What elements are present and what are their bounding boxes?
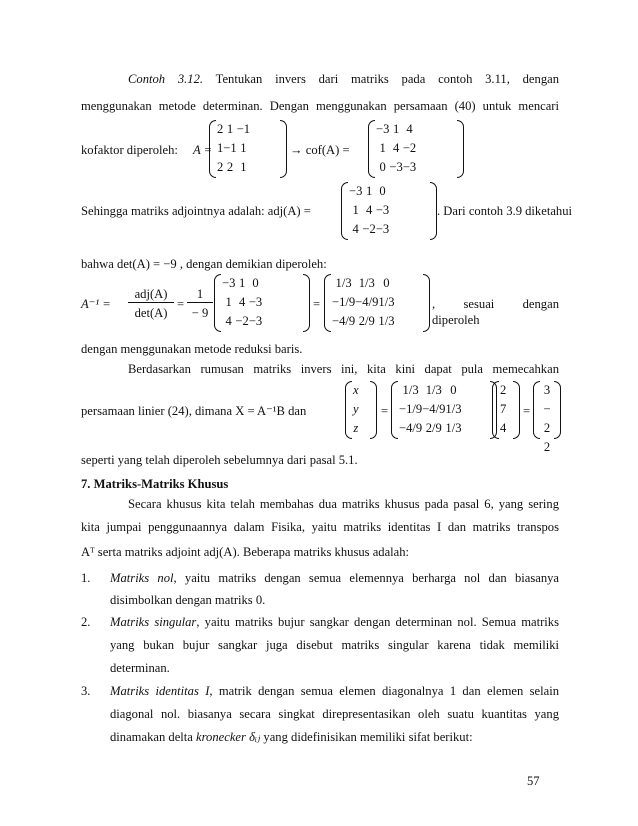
adjoint-matrix-2-row (222, 274, 262, 293)
frac1-numerator: adj(A) (134, 287, 168, 301)
list-item-2-line1: Matriks singular, yaitu matriks bujur sangkar dengan determinan nol. Semua matriks (110, 615, 559, 629)
inverse-matrix-cell: 1/3 (378, 314, 395, 328)
xyz-vector-row (353, 419, 359, 438)
linear-eq2: = (523, 404, 531, 418)
adjoint-matrix-2-cell: −2 (235, 314, 249, 328)
paragraph2-line1: Berdasarkan rumusan matriks invers ini, kita kini dapat pula memecahkan (128, 362, 559, 376)
adjoint-matrix-cell: −3 (375, 222, 390, 236)
inverse-matrix-2-cell: −4/9 (399, 421, 423, 435)
b-vector-row (500, 381, 506, 400)
xyz-vector-row (353, 400, 359, 419)
result-vector-row (541, 438, 553, 457)
adjoint-matrix-2-cell: 4 (238, 295, 246, 309)
xyz-vector-cell: z (353, 421, 359, 435)
list-term-1: Matriks nol (110, 571, 174, 585)
inverse-lhs: A⁻¹ = (81, 297, 111, 311)
inverse-matrix-2-cell: 1/3 (402, 383, 419, 397)
inverse-matrix-cell: 1/3 (335, 276, 352, 290)
adjoint-matrix-2-cell: 4 (225, 314, 232, 328)
inverse-matrix-row (332, 293, 395, 312)
inverse-matrix-row (332, 274, 395, 293)
cofactor-matrix (368, 120, 464, 178)
section-title: 7. Matriks-Matriks Khusus (81, 477, 229, 491)
cofactor-matrix-row (376, 120, 416, 139)
inverse-matrix-2 (391, 381, 497, 439)
adjoint-matrix-row (349, 201, 389, 220)
cofactor-matrix-cell: −2 (402, 141, 417, 155)
cofactor-matrix-row (376, 139, 416, 158)
linear-prefix: persamaan linier (24), dimana X = A⁻¹B dan (81, 404, 307, 418)
list-number-1: 1. (81, 571, 91, 585)
adjoint-matrix (341, 182, 437, 240)
matrix-a-cell: 2 (226, 160, 234, 174)
cofactor-matrix-cell: 1 (379, 141, 386, 155)
inverse-matrix-cell: −1/9 (332, 295, 356, 309)
list-item-3-line3: dinamakan delta kronecker δᵢⱼ yang didefinisikan memiliki sifat berikut: (110, 730, 473, 744)
cofactor-matrix-row (376, 158, 416, 177)
matrix-a-cell: 1 (226, 122, 234, 136)
inverse-matrix-2-cell: −1/9 (399, 402, 423, 416)
inverse-matrix-2-cell: 1/3 (425, 383, 442, 397)
adjoint-matrix-2-row (222, 293, 262, 312)
b-vector-cell: 7 (500, 402, 507, 416)
matrix-a-row (217, 139, 250, 158)
frac2-numerator: 1 (196, 287, 204, 301)
frac1-bar (128, 302, 174, 303)
matrix-a-label: A = (193, 143, 213, 157)
inverse-matrix (324, 274, 430, 332)
xyz-vector (345, 381, 377, 439)
inverse-suffix: , sesuai dengan diperoleh (432, 297, 559, 327)
cofactor-prefix: kofaktor diperoleh: (81, 143, 178, 157)
inverse-matrix-2-cell: 2/9 (425, 421, 442, 435)
b-vector-row (500, 419, 506, 438)
det-line: bahwa det(A) = −9 , dengan demikian diperoleh: (81, 257, 327, 271)
adjoint-matrix-2-cell: −3 (248, 314, 263, 328)
matrix-a-cell: −1 (236, 122, 251, 136)
matrix-a-cell: −1 (223, 141, 237, 155)
inverse-matrix-row (332, 312, 395, 331)
page-number: 57 (527, 774, 540, 788)
adjoint-matrix-2-cell: −3 (248, 295, 263, 309)
adjoint-matrix-2-cell: 0 (252, 276, 259, 290)
adjoint-matrix-cell: 1 (352, 203, 359, 217)
cofactor-matrix-cell: −3 (376, 122, 390, 136)
adjoint-matrix-cell: 4 (352, 222, 359, 236)
adjoint-prefix: Sehingga matriks adjointnya adalah: adj(A) = (81, 204, 311, 218)
inverse-matrix-2-cell: 1/3 (445, 402, 462, 416)
adjoint-matrix-2-cell: 1 (238, 276, 246, 290)
section-p1-line1: Secara khusus kita telah membahas dua matriks khusus pada pasal 6, yang sering (128, 497, 559, 511)
adjoint-matrix-cell: 4 (365, 203, 373, 217)
adjoint-matrix-2-cell: −3 (222, 276, 236, 290)
xyz-vector-cell: x (353, 383, 359, 397)
cofactor-matrix-cell: 0 (379, 160, 386, 174)
matrix-a-row (217, 158, 250, 177)
example-line-1 (128, 71, 559, 87)
delta-symbol: δᵢⱼ (249, 730, 261, 744)
xyz-vector-row (353, 381, 359, 400)
inverse-matrix-cell: 2/9 (358, 314, 375, 328)
list-item-3-line1: Matriks identitas I, matrik dengan semua elemen diagonalnya 1 dan elemen selain (110, 684, 560, 698)
b-vector-row (500, 400, 506, 419)
result-vector-cell: 2 (543, 440, 551, 454)
cofactor-matrix-cell: 4 (392, 141, 400, 155)
list-number-2: 2. (81, 615, 91, 629)
example-line-2: menggunakan metode determinan. Dengan menggunakan persamaan (40) untuk mencari (81, 99, 559, 113)
b-vector (492, 381, 520, 439)
inverse-matrix-2-cell: 0 (450, 383, 457, 397)
inverse-matrix-cell: −4/9 (355, 295, 379, 309)
previous-line: seperti yang telah diperoleh sebelumnya dari pasal 5.1. (81, 453, 358, 467)
result-vector-cell: − 2 (543, 402, 551, 435)
result-vector-cell: 3 (543, 383, 551, 397)
list-item-1-line1: Matriks nol, yaitu matriks dengan semua elemennya berharga nol dan biasanya (110, 571, 559, 585)
cofactor-matrix-cell: 1 (392, 122, 400, 136)
list-number-3: 3. (81, 684, 91, 698)
example-label: Contoh 3.12. (128, 72, 204, 86)
adjoint-matrix-cell: −3 (349, 184, 363, 198)
section-p1-line3: Aᵀ serta matriks adjoint adj(A). Beberapa matriks khusus adalah: (81, 545, 410, 559)
inverse-matrix-2-row (399, 400, 462, 419)
adjoint-matrix-row (349, 220, 389, 239)
b-vector-cell: 2 (500, 383, 507, 397)
matrix-a-cell: 1 (240, 141, 247, 155)
frac2-denominator: − 9 (191, 306, 209, 320)
inverse-matrix-2-row (399, 419, 462, 438)
inverse-matrix-cell: −4/9 (332, 314, 356, 328)
list-item-2-line3: determinan. (110, 661, 170, 675)
list-item-3-line2: diagonal nol. biasanya secara singkat direpresentasikan oleh suatu kuantitas yang (110, 707, 559, 721)
list-term-3: Matriks identitas I (110, 684, 210, 698)
inverse-eq2: = (313, 297, 321, 311)
frac2-bar (187, 302, 213, 303)
kronecker-term: kronecker (196, 730, 246, 744)
inverse-matrix-cell: 0 (383, 276, 390, 290)
inverse-matrix-2-row (399, 381, 462, 400)
example-text: Tentukan invers dari matriks pada contoh 3.11, dengan (215, 72, 559, 86)
adjoint-matrix-cell: 0 (379, 184, 386, 198)
list-item-1-line2: disimbolkan dengan matriks 0. (110, 593, 266, 607)
inverse-matrix-cell: 1/3 (378, 295, 395, 309)
cofactor-matrix-cell: −3 (402, 160, 417, 174)
matrix-a-cell: 2 (217, 122, 224, 136)
inverse-matrix-2-cell: 1/3 (445, 421, 462, 435)
adjoint-matrix-cell: 1 (365, 184, 373, 198)
frac1-denominator: det(A) (134, 306, 168, 320)
result-vector-row (541, 381, 553, 400)
cofactor-matrix-cell: 4 (406, 122, 413, 136)
reduction-line: dengan menggunakan metode reduksi baris. (81, 342, 303, 356)
list-term-2: Matriks singular (110, 615, 197, 629)
inverse-matrix-2-cell: −4/9 (422, 402, 446, 416)
matrix-a-cell: 1 (240, 160, 247, 174)
result-vector-row (541, 400, 553, 438)
adjoint-matrix-cell: −2 (362, 222, 376, 236)
adjoint-matrix-2-row (222, 312, 262, 331)
matrix-a-cell: 1 (217, 141, 224, 155)
xyz-vector-cell: y (353, 402, 359, 416)
cofactor-matrix-cell: −3 (389, 160, 403, 174)
adjoint-matrix-2 (214, 274, 310, 332)
adjoint-suffix: . Dari contoh 3.9 diketahui (437, 204, 573, 218)
matrix-a (209, 120, 287, 178)
adjoint-matrix-row (349, 182, 389, 201)
matrix-a-row (217, 120, 250, 139)
cof-label: → cof(A) = (290, 143, 350, 157)
result-vector (533, 381, 561, 454)
adjoint-matrix-cell: −3 (375, 203, 390, 217)
list-item-2-line2: yang bukan bujur sangkar juga disebut matriks singular karena tidak memiliki (110, 638, 559, 652)
inverse-matrix-cell: 1/3 (358, 276, 375, 290)
section-p1-line2: kita jumpai penggunaannya dalam Fisika, yaitu matriks identitas I dan matriks transpos (81, 520, 559, 534)
matrix-a-cell: 2 (217, 160, 224, 174)
b-vector-cell: 4 (500, 421, 507, 435)
adjoint-matrix-2-cell: 1 (225, 295, 232, 309)
inverse-eq: = (177, 297, 185, 311)
linear-eq: = (381, 404, 389, 418)
